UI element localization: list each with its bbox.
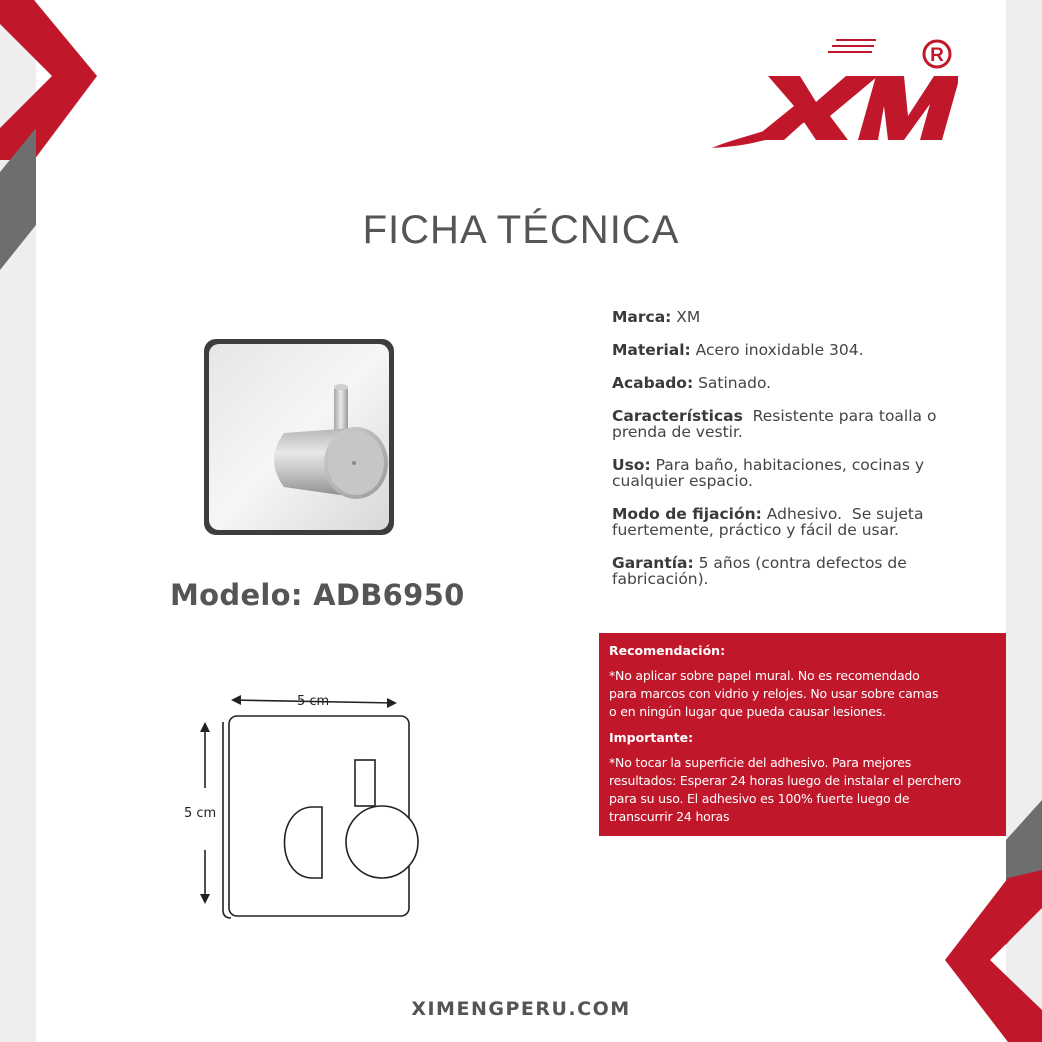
page-title: FICHA TÉCNICA [362,208,680,252]
spec-use [612,457,972,489]
spec-label: Modo de fijación: [612,505,762,523]
spec-value: XM [671,308,701,326]
spec-label: Garantía: [612,554,694,572]
width-dimension-label: 5 cm [297,694,330,709]
spec-features [612,408,972,440]
important-heading: Importante: [609,730,694,745]
important-text: *No tocar la superficie del adhesivo. Para mejores resultados: Esperar 24 horas luego de instalar el perchero para su uso. El adhesivo es 100% fuerte luego de transcurrir 24 horas [609,755,961,824]
recommendation-box [599,633,1006,836]
spec-value: Acero inoxidable 304. [690,341,864,359]
svg-text:R: R [930,45,944,66]
spec-list [612,309,972,604]
spec-material [612,342,972,358]
xm-brand-logo [708,36,958,151]
recommendation-text: *No aplicar sobre papel mural. No es recomendado para marcos con vidrio y relojes. No usar sobre camas o en ningún lugar que pueda causar lesiones. [609,668,939,719]
spec-warranty [612,555,972,587]
spec-brand [612,309,972,325]
recommendation-heading: Recomendación: [609,643,726,658]
spec-value: Satinado. [693,374,772,392]
spec-label: Acabado: [612,374,694,392]
spec-mounting [612,506,972,538]
product-photo [196,335,401,540]
spec-label: Material: [612,341,691,359]
spec-value: Adhesivo. Se sujeta fuertemente, práctico y fácil de usar. [612,505,929,539]
spec-finish [612,375,972,391]
spec-label: Características [612,407,743,425]
height-dimension-label: 5 cm [184,806,217,821]
website-url: XIMENGPERU.COM [411,998,631,1020]
model-label: Modelo: ADB6950 [170,578,465,612]
spec-label: Uso: [612,456,651,474]
spec-value: Para baño, habitaciones, cocinas y cualquier espacio. [612,456,925,490]
spec-value: 5 años (contra defectos de fabricación). [612,554,907,588]
spec-label: Marca: [612,308,672,326]
spec-value: Resistente para toalla o prenda de vestir. [612,407,942,441]
